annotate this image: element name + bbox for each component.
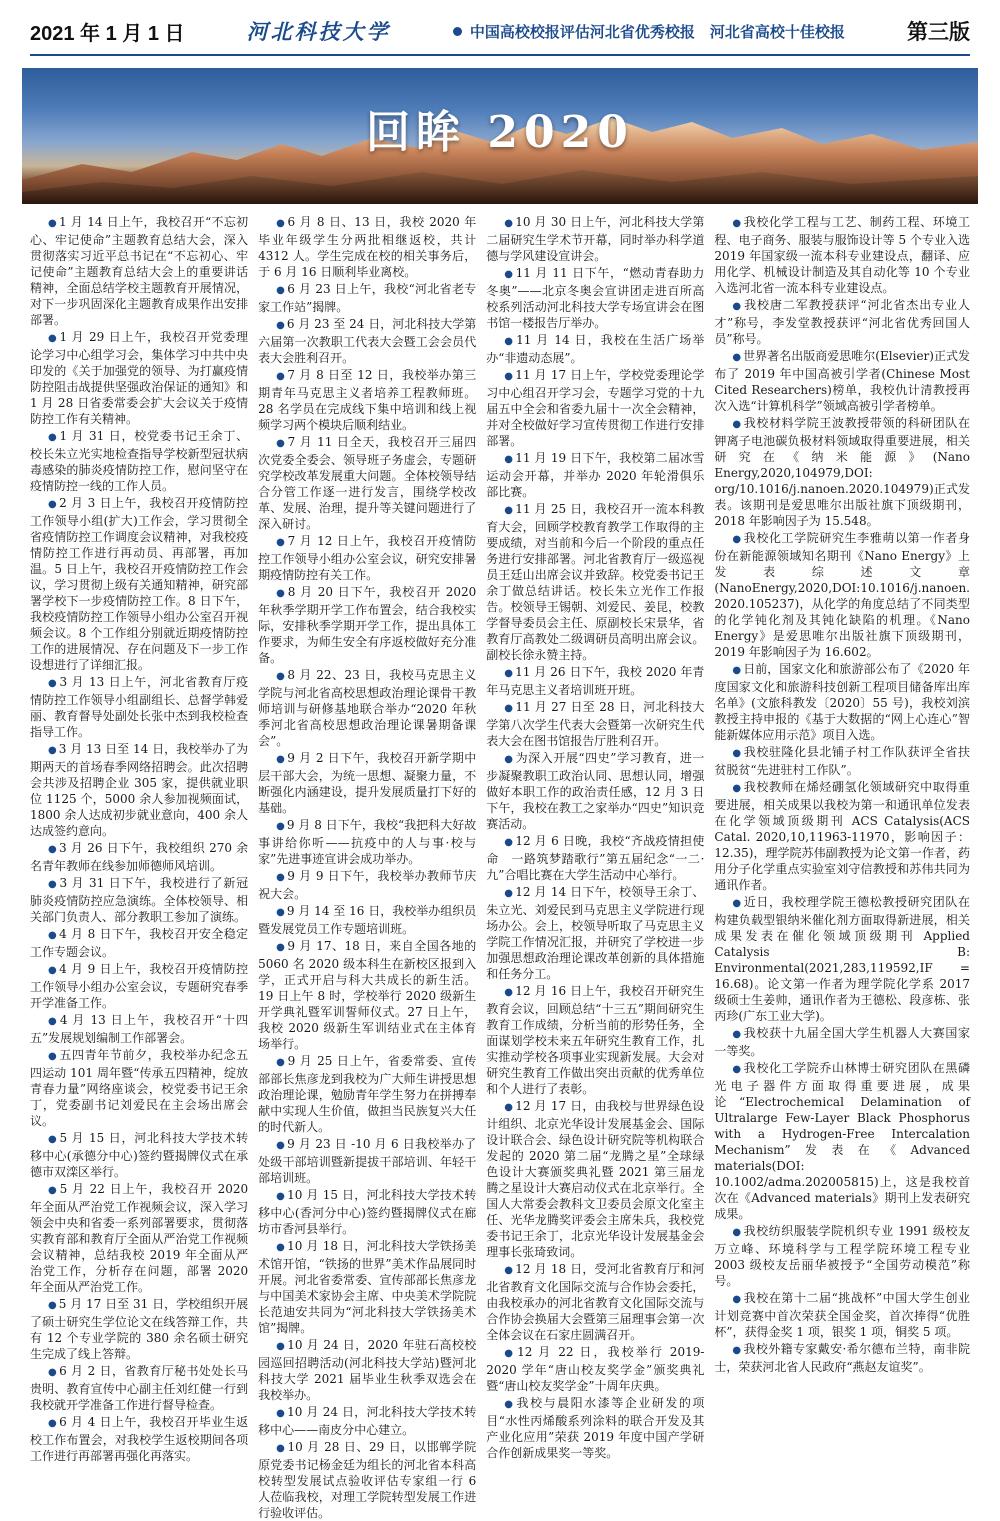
- news-item: ● 6 月 23 日上午，我校“河北省老专家工作站”揭牌。: [258, 281, 476, 315]
- news-item: ● 7 月 12 日上午，我校召开疫情防控工作领导小组办公室会议，研究安排暑期疫情防控有关工作。: [258, 533, 476, 583]
- news-item: ● 6 月 8 日、13 日，我校 2020 年毕业年级学生分两批相继返校，共计 4312 人。学生完成在校的相关事务后，于 6 月 16 日顺利毕业离校。: [258, 214, 476, 280]
- news-item: ● 为深入开展“四史”学习教育，进一步凝聚教职工政治认同、思想认同，增强做好本职工作的政治责任感，12 月 3 日下午，我校在教工之家举办“四史”知识竞赛活动。: [486, 750, 704, 832]
- masthead: [30, 8, 970, 56]
- news-item: ● 4 月 8 日下午，我校召开安全稳定工作专题会议。: [30, 926, 248, 960]
- tagline: [453, 21, 845, 42]
- news-item: ● 3 月 26 日下午，我校组织 270 余名青年教师在线参加师德师风培训。: [30, 840, 248, 874]
- news-item: ● 5 月 17 日至 31 日，学校组织开展了硕士研究生学位论文在线答辩工作，共有 12 个专业学院的 380 余名硕士研究生完成了线上答辩。: [30, 1296, 248, 1362]
- news-item: ● 我校教师在烯烃硼氢化领域研究中取得重要进展，相关成果以我校为第一和通讯单位发表在化学领域顶级期刊 ACS Catalysis(ACS Catal. 2020,10,11963-11970，影响因子：12.35)，理学院苏伟副教授为论文第一作者，药用分子化学重点实验室刘守信教授和苏伟共同为通讯作者。: [714, 779, 970, 893]
- article-columns: [30, 214, 971, 1520]
- news-item: ● 12 月 14 日下午，校领导王余丁、朱立光、刘爱民到马克思主义学院进行现场办公。会上，校领导听取了马克思主义学院工作情况汇报，并研究了学校进一步加强思想政治理论课改革创新的具体措施和任务分工。: [486, 884, 704, 982]
- issue-date: 2021 年 1 月 1 日: [30, 22, 185, 45]
- news-item: ● 4 月 9 日上午，我校召开疫情防控工作领导小组办公室会议，专题研究春季开学准备工作。: [30, 961, 248, 1011]
- news-item: ● 11 月 26 日下午，我校 2020 年青年马克思主义者培训班开班。: [486, 664, 704, 698]
- news-item: ● 12 月 22 日，我校举行 2019-2020 学年“唐山校友奖学金”颁奖典礼暨“唐山校友奖学金”十周年庆典。: [486, 1344, 704, 1394]
- news-item: ● 5 月 15 日，河北科技大学技术转移中心(承德分中心)签约暨揭牌仪式在承德市双滦区举行。: [30, 1130, 248, 1180]
- edition-label: 第三版: [906, 21, 970, 44]
- news-item: ● 7 月 11 日全天，我校召开三届四次党委全委会、领导班子务虚会，专题研究学校改革发展重大问题。全体校领导结合分管工作逐一进行发言，围绕学校改革、发展、治理，提升等关键问题进行了深入研讨。: [258, 434, 476, 532]
- news-item: ● 11 月 14 日，我校在生活广场举办“非遗动态展”。: [486, 332, 704, 366]
- news-item: ● 3 月 13 日至 14 日，我校举办了为期两天的首场春季网络招聘会。此次招聘会共涉及招聘企业 305 家，提供就业职位 1125 个，5000 余人参加视频面试，1800 余人达成初步就业意向，400 余人达成签约意向。: [30, 741, 248, 839]
- news-item: ● 10 月 18 日，河北科技大学铁扬美术馆开馆，“铁扬的世界”美术作品展同时开展。河北省委常委、宣传部部长焦彦龙与中国美术家协会主席、中央美术学院院长范迪安共同为“河北科技大学铁扬美术馆”揭牌。: [258, 1238, 476, 1336]
- news-item: ● 我校材料学院王波教授带领的科研团队在钾离子电池碳负极材料领域取得重要进展，相关研究在《纳米能源》(Nano Energy,2020,104979,DOI: org/10.1016/j.nanoen.2020.104979)正式发表。该期刊是爱思唯尔出版社旗下顶级期刊，2018 年影响因子为 15.548。: [714, 415, 970, 529]
- news-item: ● 我校获十九届全国大学生机器人大赛国家一等奖。: [714, 1025, 970, 1059]
- news-item: ● 5 月 22 日上午，我校召开 2020 年全面从严治党工作视频会议，深入学习领会中央和省委一系列部署要求，贯彻落实教育部和教育厅全面从严治党工作视频会议精神，总结我校 2019 年全面从严治党工作，分析存在问题，部署 2020 年全面从严治党工作。: [30, 1181, 248, 1295]
- news-item: ● 7 月 8 日至 12 日，我校举办第三期青年马克思主义者培养工程教师班。28 名学员在完成线下集中培训和线上视频学习两个模块后顺利结业。: [258, 367, 476, 433]
- news-item: ● 6 月 4 日上午，我校召开毕业生返校工作布置会，对我校学生返校期间各项工作进行再部署再强化再落实。: [30, 1414, 248, 1464]
- news-item: ● 10 月 24 日，2020 年驻石高校校园巡回招聘活动(河北科技大学站)暨河北科技大学 2021 届毕业生秋季双选会在我校举办。: [258, 1337, 476, 1403]
- news-item: ● 9 月 17、18 日，来自全国各地的 5060 名 2020 级本科生在新校区报到入学，正式开启与科大共成长的新生活。19 日上午 8 时，学校举行 2020 级新生开学典礼暨军训誓师仪式。27 日上午，我校 2020 级新生军训结业式在主体育场举行。: [258, 938, 476, 1052]
- news-item: ● 3 月 31 日下午，我校进行了新冠肺炎疫情防控应急演练。全体校领导、相关部门负责人、部分教职工参加了演练。: [30, 875, 248, 925]
- news-item: ● 9 月 25 日上午，省委常委、宣传部部长焦彦龙到我校为广大师生讲授思想政治理论课，勉励青年学生努力在拼搏奉献中实现人生价值，做担当民族复兴大任的时代新人。: [258, 1053, 476, 1135]
- news-item: ● 6 月 23 至 24 日，河北科技大学第六届第一次教职工代表大会暨工会会员代表大会胜利召开。: [258, 316, 476, 366]
- news-item: ● 6 月 2 日，省教育厅秘书处处长马贵明、教育宣传中心副主任刘红健一行到我校就开学准备工作进行督导检查。: [30, 1363, 248, 1413]
- news-item: ● 8 月 20 日下午，我校召开 2020 年秋季学期开学工作布置会，结合我校实际，安排秋季学期开学工作，提出具体工作要求，为师生安全有序返校做好充分准备。: [258, 584, 476, 666]
- news-item: ● 近日，我校理学院王德松教授研究团队在构建负载型银纳米催化剂方面取得新进展，相关成果发表在催化领域顶级期刊 Applied Catalysis B: Environmental(2021,283,119592,IF = 16.68)。论文第一作者为理学院化学系 2017 级硕士生姜帅，通讯作者为王德松、段彦栋、张丙珍(广东工业大学)。: [714, 894, 970, 1024]
- news-item: ● 12 月 16 日上午，我校召开研究生教育会议，回顾总结“十三五”期间研究生教育工作成绩，分析当前的形势任务，全面谋划学校未来五年研究生教育工作，扎实推动学校各项事业实现新发展。大会对研究生教育工作做出突出贡献的优秀单位和个人进行了表彰。: [486, 983, 704, 1097]
- column-2: [258, 214, 477, 1520]
- news-item: ● 我校纺织服装学院机织专业 1991 级校友万立峰、环境科学与工程学院环境工程专业 2003 级校友岳丽华被授予“全国劳动模范”称号。: [714, 1223, 970, 1289]
- news-item: ● 8 月 22、23 日，我校马克思主义学院与河北省高校思想政治理论课骨干教师培训与研修基地联合举办“2020 年秋季河北省高校思想政治理论课暑期备课会”。: [258, 667, 476, 749]
- news-item: ● 9 月 9 日下午，我校举办教师节庆祝大会。: [258, 868, 476, 902]
- news-item: ● 12 月 18 日，受河北省教育厅和河北省教育文化国际交流与合作协会委托，由我校承办的河北省教育文化国际交流与合作协会换届大会暨第三届理事会第一次全体会议在石家庄圆满召开。: [486, 1261, 704, 1343]
- news-item: ● 12 月 6 日晚，我校“齐战疫情担使命 一路筑梦踏歌行”第五届纪念“一二·九”合唱比赛在大学生活动中心举行。: [486, 833, 704, 883]
- news-item: ● 我校化学工程与工艺、制药工程、环境工程、电子商务、服装与服饰设计等 5 个专业入选 2019 年国家级一流本科专业建设点，翻译、应用化学、机械设计制造及其自动化等 10 个专业入选河北省一流本科专业建设点。: [714, 214, 970, 296]
- news-item: ● 10 月 15 日，河北科技大学技术转移中心(香河分中心)签约暨揭牌仪式在廊坊市香河县举行。: [258, 1187, 476, 1237]
- news-item: ● 11 月 19 日下午，我校第二届冰雪运动会开幕，并举办 2020 年轮滑俱乐部比赛。: [486, 450, 704, 500]
- news-item: ● 2 月 3 日上午，我校召开疫情防控工作领导小组(扩大)工作会，学习贯彻全省疫情防控工作调度会议精神，对我校疫情防控工作进行再动员、再部署，再加温。5 日上午，我校召开疫情防控工作会议，学习贯彻上级有关通知精神，研究部署学校下一步疫情防控工作。8 日下午，我校疫情防控工作领导小组办公室召开视频会议。8 个工作组分别就近期疫情防控工作的进展情况、存在问题及下一步工作设想进行了详细汇报。: [30, 495, 248, 673]
- news-item: ● 10 月 28 日、29 日，以邯郸学院原党委书记杨金廷为组长的河北省本科高校转型发展试点验收评估专家组一行 6 人莅临我校，对理工学院转型发展工作进行验收评估。: [258, 1439, 476, 1521]
- news-item: ● 我校化工学院研究生李雅萌以第一作者身份在新能源领域知名期刊《Nano Energy》上发表综述文章(NanoEnergy,2020,DOI:10.1016/j.nanoen. 2020.105237)，从化学的角度总结了不同类型的化学钝化剂及其钝化缺陷的机理。《Nano Energy》是爱思唯尔出版社旗下顶级期刊，2019 年影响因子为 16.602。: [714, 530, 970, 660]
- news-item: ● 1 月 29 日上午，我校召开党委理论学习中心组学习会，集体学习中共中央印发的《关于加强党的领导、为打赢疫情防控阻击战提供坚强政治保证的通知》和 1 月 28 日省委常委会扩大会议关于疫情防控工作有关精神。: [30, 329, 248, 427]
- news-item: ● 五四青年节前夕，我校举办纪念五四运动 101 周年暨“传承五四精神，绽放青春力量”网络座谈会，校党委书记王余丁，党委副书记刘爱民在主会场出席会议。: [30, 1047, 248, 1129]
- news-item: ● 11 月 25 日，我校召开一流本科教育大会，回顾学校教育教学工作取得的主要成绩，对当前和今后一个阶段的重点任务进行安排部署。河北省教育厅一级巡视员王廷山出席会议并致辞。校党委书记王余丁做总结讲话。校长朱立光作工作报告。校领导王锡朝、刘爱民、姜昆，校教学督导委员会主任、原副校长宋景华，省教育厅高教处二级调研员高明出席会议。副校长徐永赞主持。: [486, 501, 704, 663]
- news-item: ● 11 月 27 日至 28 日，河北科技大学第八次学生代表大会暨第一次研究生代表大会在图书馆报告厅胜利召开。: [486, 699, 704, 749]
- news-item: ● 4 月 13 日上午，我校召开“十四五”发展规划编制工作部署会。: [30, 1012, 248, 1046]
- news-item: ● 1 月 31 日，校党委书记王余丁、校长朱立光实地检查指导学校新型冠状病毒感染的肺炎疫情防控工作，慰问坚守在疫情防控一线的工作人员。: [30, 428, 248, 494]
- news-item: ● 9 月 23 日 -10 月 6 日我校举办了处级干部培训暨新提拔干部培训、年轻干部培训班。: [258, 1136, 476, 1186]
- column-3: [486, 214, 704, 1504]
- news-item: ● 我校驻隆化县北铺子村工作队获评全省扶贫脱贫“先进驻村工作队”。: [714, 744, 970, 778]
- news-item: ● 我校与晨阳水漆等企业研发的项目“水性丙烯酸系列涂料的联合开发及其产业化应用”荣获 2019 年度中国产学研合作创新成果奖一等奖。: [486, 1395, 704, 1461]
- news-item: ● 我校化工学院乔山林博士研究团队在黑磷光电子器件方面取得重要进展，成果论“Electrochemical Delamination of Ultralarge Few-Layer Black Phosphorus with a Hydrogen-Free Intercalation Mechanism”发表在《Advanced materials(DOI: 10.1002/adma.202005815)上，这是我校首次在《Advanced materials》期刊上发表研究成果。: [714, 1060, 970, 1222]
- news-item: ● 我校外籍专家戴安·希尔德布兰特，南非院士，荣获河北省人民政府“燕赵友谊奖”。: [714, 1341, 970, 1375]
- banner-title: 回眸 2020: [366, 107, 634, 158]
- news-item: ● 1 月 14 日上午，我校召开“不忘初心、牢记使命”主题教育总结大会，深入贯彻落实习近平总书记在“不忘初心、牢记使命”主题教育总结大会上的重要讲话精神，全面总结学校主题教育开展情况，对下一步巩固深化主题教育成果作出安排部署。: [30, 214, 248, 328]
- news-item: ● 11 月 17 日上午，学校党委理论学习中心组召开学习会，专题学习党的十九届五中全会和省委九届十一次全会精神，并对全校做好学习宣传贯彻工作进行安排部署。: [486, 367, 704, 449]
- news-item: ● 3 月 13 日上午，河北省教育厅疫情防控工作领导小组副组长、总督学韩爱丽、教育督导处副处长张中杰到我校检查指导工作。: [30, 674, 248, 740]
- column-1: [30, 214, 248, 1504]
- news-item: ● 10 月 24 日，河北科技大学技术转移中心——南皮分中心建立。: [258, 1404, 476, 1438]
- news-item: ● 世界著名出版商爱思唯尔(Elsevier)正式发布了 2019 年中国高被引学者(Chinese Most Cited Researchers)榜单，我校仇计清教授再次入选“计算机科学”领域高被引学者榜单。: [714, 348, 970, 414]
- news-item: ● 9 月 2 日下午，我校召开新学期中层干部大会，为统一思想、凝聚力量，不断强化内涵建设，提升发展质量打下好的基础。: [258, 750, 476, 816]
- banner-image: [22, 68, 978, 204]
- news-item: ● 我校唐二军教授获评“河北省杰出专业人才”称号，李发堂教授获评“河北省优秀回国人员”称号。: [714, 297, 970, 347]
- news-item: ● 我校在第十二届“挑战杯”中国大学生创业计划竞赛中首次荣获全国金奖，首次捧得“优胜杯”，获得金奖 1 项，银奖 1 项，铜奖 5 项。: [714, 1290, 970, 1340]
- tagline-text: 中国高校校报评估河北省优秀校报 河北省高校十佳校报: [469, 23, 845, 41]
- news-item: ● 9 月 8 日下午，我校“我把科大好故事讲给你听——抗疫中的人与事·校与家”先进事迹宣讲会成功举办。: [258, 817, 476, 867]
- news-item: ● 12 月 17 日，由我校与世界绿色设计组织、北京光华设计发展基金会、国际设计联合会、绿色设计研究院等机构联合发起的 2020 第二届“龙腾之星”全球绿色设计大赛颁奖典礼暨 2021 第三届龙腾之星设计大赛启动仪式在北京举行。全国人大常委会教科文卫委员会原文化室主任、光华龙腾奖评委会主席朱兵，我校党委书记王余丁，北京光华设计发展基金会理事长张琦致词。: [486, 1098, 704, 1260]
- bullet-dot-icon: [453, 27, 462, 36]
- university-logo: 河北科技大学: [246, 19, 391, 44]
- news-item: ● 日前，国家文化和旅游部公布了《2020 年度国家文化和旅游科技创新工程项目储备库出库名单》(文旅科教发〔2020〕55 号)，我校刘滨教授主持申报的《基于大数据的“网上心连心”智能新媒体应用示范》项目入选。: [714, 661, 970, 743]
- news-item: ● 9 月 14 至 16 日，我校举办组织员暨发展党员工作专题培训班。: [258, 903, 476, 937]
- news-item: ● 11 月 11 日下午，“燃动青春助力冬奥”——北京冬奥会宣讲团走进百所高校系列活动河北科技大学专场宣讲会在图书馆一楼报告厅举办。: [486, 265, 704, 331]
- news-item: ● 10 月 30 日上午，河北科技大学第二届研究生学术节开幕，同时举办科学道德与学风建设宣讲会。: [486, 214, 704, 264]
- column-4: [714, 214, 970, 1504]
